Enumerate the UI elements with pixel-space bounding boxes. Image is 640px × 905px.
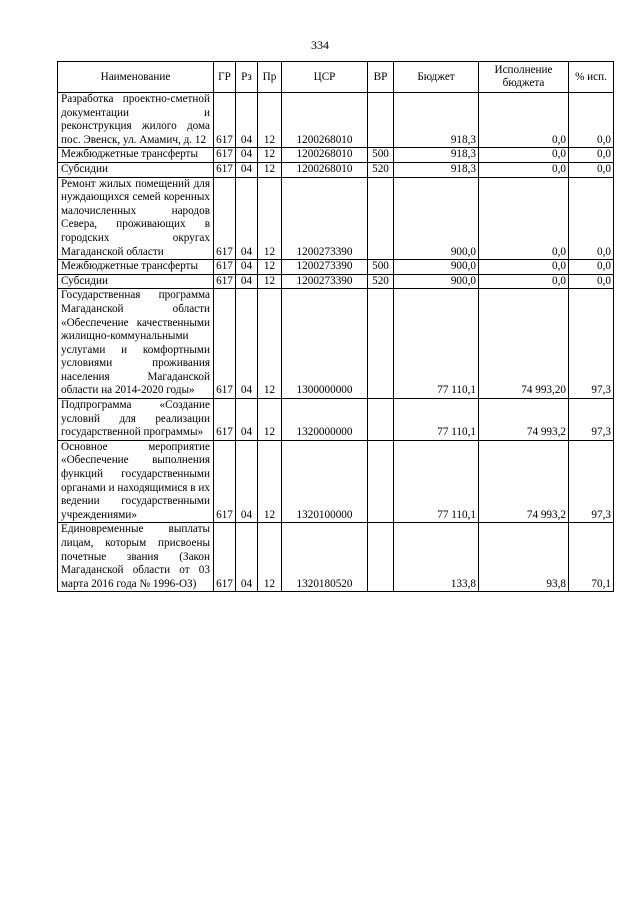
cell-budget: 133,8: [394, 523, 479, 592]
cell-name: Субсидии: [58, 162, 214, 177]
cell-budget: 918,3: [394, 148, 479, 163]
table-row: [58, 440, 614, 523]
cell-budget: 77 110,1: [394, 399, 479, 441]
cell-pr: 12: [258, 148, 282, 163]
cell-pr: 12: [258, 289, 282, 399]
cell-name: Ремонт жилых помещений для нуждающихся семей коренных малочисленных народов Севера, проживающих в городских округах Магаданской области: [58, 177, 214, 260]
cell-pr: 12: [258, 162, 282, 177]
cell-gr: 617: [214, 177, 236, 260]
header-execution: Исполнение бюджета: [479, 62, 569, 93]
cell-percent: 0,0: [569, 177, 614, 260]
table-row: [58, 93, 614, 148]
cell-rz: 04: [236, 274, 258, 289]
cell-rz: 04: [236, 399, 258, 441]
table-row: [58, 177, 614, 260]
cell-rz: 04: [236, 148, 258, 163]
cell-execution: 0,0: [479, 274, 569, 289]
cell-execution: 74 993,2: [479, 440, 569, 523]
cell-budget: 918,3: [394, 162, 479, 177]
cell-vr: [368, 289, 394, 399]
cell-rz: 04: [236, 93, 258, 148]
cell-pr: 12: [258, 177, 282, 260]
cell-csr: 1300000000: [282, 289, 368, 399]
header-csr: ЦСР: [282, 62, 368, 93]
cell-pr: 12: [258, 399, 282, 441]
cell-gr: 617: [214, 148, 236, 163]
cell-name: Разработка проектно-сметной документации и реконструкция жилого дома пос. Эвенск, ул. Амамич, д. 12: [58, 93, 214, 148]
header-budget: Бюджет: [394, 62, 479, 93]
table-row: [58, 274, 614, 289]
cell-percent: 70,1: [569, 523, 614, 592]
cell-percent: 0,0: [569, 260, 614, 275]
cell-pr: 12: [258, 440, 282, 523]
cell-csr: 1320000000: [282, 399, 368, 441]
cell-csr: 1200268010: [282, 93, 368, 148]
cell-pr: 12: [258, 274, 282, 289]
cell-execution: 74 993,2: [479, 399, 569, 441]
cell-percent: 0,0: [569, 148, 614, 163]
table-row: [58, 260, 614, 275]
cell-vr: [368, 93, 394, 148]
cell-csr: 1200268010: [282, 148, 368, 163]
cell-gr: 617: [214, 440, 236, 523]
cell-gr: 617: [214, 162, 236, 177]
cell-execution: 0,0: [479, 162, 569, 177]
cell-name: Субсидии: [58, 274, 214, 289]
cell-csr: 1200268010: [282, 162, 368, 177]
cell-execution: 93,8: [479, 523, 569, 592]
cell-name: Межбюджетные трансферты: [58, 260, 214, 275]
cell-gr: 617: [214, 289, 236, 399]
table-row: [58, 399, 614, 441]
cell-percent: 0,0: [569, 162, 614, 177]
table-header-row: [58, 62, 614, 93]
cell-percent: 97,3: [569, 289, 614, 399]
cell-name: Основное мероприятие «Обеспечение выполнения функций государственными органами и находящимися в их ведении государственными учреждениями»: [58, 440, 214, 523]
cell-budget: 77 110,1: [394, 440, 479, 523]
cell-rz: 04: [236, 289, 258, 399]
cell-vr: [368, 177, 394, 260]
cell-budget: 77 110,1: [394, 289, 479, 399]
cell-budget: 900,0: [394, 177, 479, 260]
cell-csr: 1200273390: [282, 260, 368, 275]
table-body: [58, 93, 614, 592]
cell-rz: 04: [236, 523, 258, 592]
cell-vr: 500: [368, 260, 394, 275]
cell-rz: 04: [236, 177, 258, 260]
cell-rz: 04: [236, 440, 258, 523]
cell-budget: 900,0: [394, 260, 479, 275]
cell-name: Межбюджетные трансферты: [58, 148, 214, 163]
cell-execution: 0,0: [479, 148, 569, 163]
cell-name: Государственная программа Магаданской области «Обеспечение качественными жилищно-коммунальными услугами и комфортными условиями проживания населения Магаданской области на 2014-2020 годы»: [58, 289, 214, 399]
header-name: Наименование: [58, 62, 214, 93]
cell-budget: 900,0: [394, 274, 479, 289]
table-row: [58, 162, 614, 177]
cell-rz: 04: [236, 162, 258, 177]
cell-percent: 97,3: [569, 440, 614, 523]
cell-csr: 1200273390: [282, 274, 368, 289]
header-pr: Пр: [258, 62, 282, 93]
cell-gr: 617: [214, 274, 236, 289]
cell-csr: 1320100000: [282, 440, 368, 523]
table-row: [58, 289, 614, 399]
header-rz: Рз: [236, 62, 258, 93]
page-number: 334: [311, 38, 329, 52]
cell-gr: 617: [214, 399, 236, 441]
cell-budget: 918,3: [394, 93, 479, 148]
table-row: [58, 148, 614, 163]
cell-vr: 520: [368, 162, 394, 177]
cell-vr: 500: [368, 148, 394, 163]
cell-rz: 04: [236, 260, 258, 275]
cell-execution: 0,0: [479, 93, 569, 148]
cell-vr: [368, 399, 394, 441]
header-gr: ГР: [214, 62, 236, 93]
cell-vr: [368, 440, 394, 523]
cell-vr: [368, 523, 394, 592]
cell-name: Единовременные выплаты лицам, которым присвоены почетные звания (Закон Магаданской области от 03 марта 2016 года № 1996-ОЗ): [58, 523, 214, 592]
cell-gr: 617: [214, 93, 236, 148]
cell-name: Подпрограмма «Создание условий для реализации государственной программы»: [58, 399, 214, 441]
cell-csr: 1320180520: [282, 523, 368, 592]
budget-table: [57, 61, 614, 592]
cell-percent: 0,0: [569, 274, 614, 289]
cell-percent: 0,0: [569, 93, 614, 148]
cell-gr: 617: [214, 523, 236, 592]
cell-pr: 12: [258, 523, 282, 592]
header-percent: % исп.: [569, 62, 614, 93]
cell-pr: 12: [258, 260, 282, 275]
cell-gr: 617: [214, 260, 236, 275]
cell-percent: 97,3: [569, 399, 614, 441]
cell-execution: 74 993,20: [479, 289, 569, 399]
cell-execution: 0,0: [479, 177, 569, 260]
cell-pr: 12: [258, 93, 282, 148]
cell-csr: 1200273390: [282, 177, 368, 260]
cell-execution: 0,0: [479, 260, 569, 275]
cell-vr: 520: [368, 274, 394, 289]
table-row: [58, 523, 614, 592]
header-vr: ВР: [368, 62, 394, 93]
